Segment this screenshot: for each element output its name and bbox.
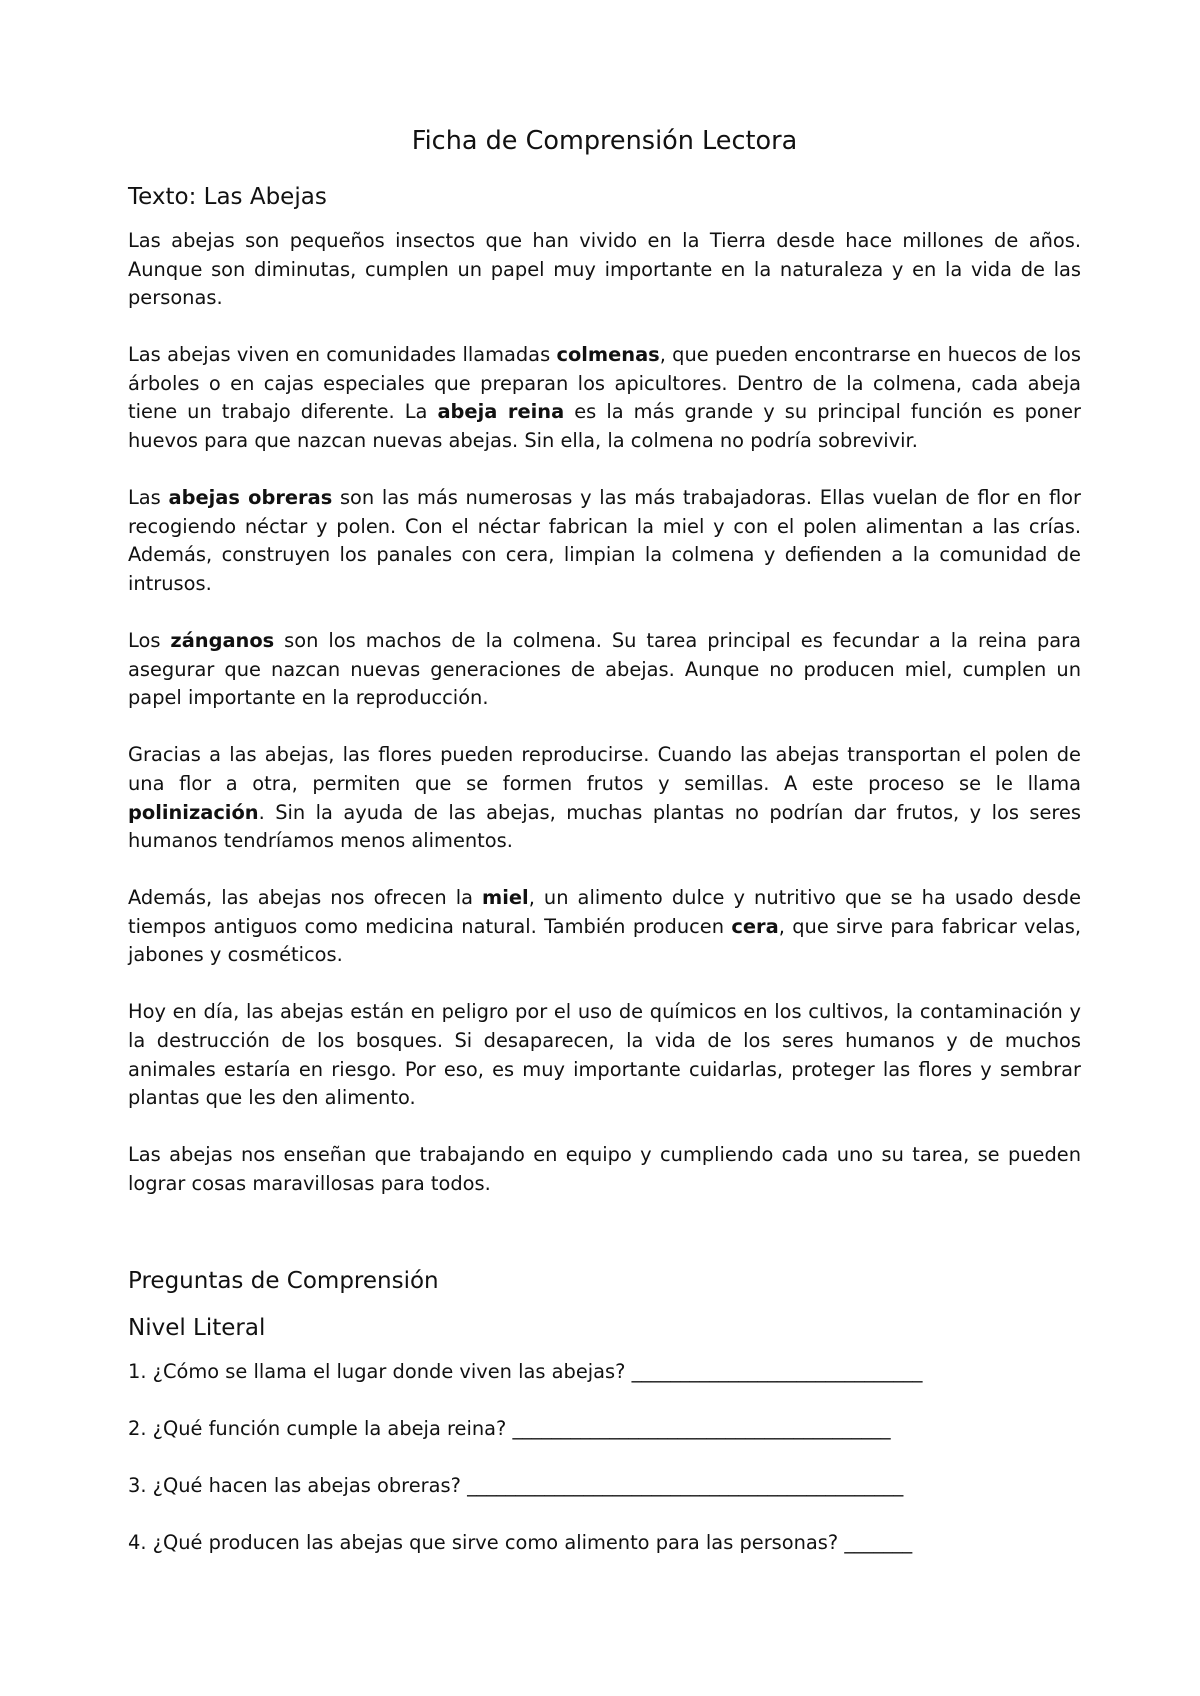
bold-term: zánganos xyxy=(170,629,275,653)
paragraph xyxy=(128,1141,1081,1198)
text-run: . Sin la ayuda de las abejas, muchas plantas no podrían dar frutos, y los seres humanos tendríamos menos alimentos. xyxy=(128,800,1081,853)
paragraph xyxy=(128,627,1081,713)
bold-term: polinización xyxy=(128,800,259,824)
paragraph xyxy=(128,741,1081,855)
question-item: 2. ¿Qué función cumple la abeja reina? _______________________________________ xyxy=(128,1417,891,1440)
level-heading: Nivel Literal xyxy=(128,1315,266,1341)
paragraph xyxy=(128,884,1081,970)
text-run: Hoy en día, las abejas están en peligro por el uso de químicos en los cultivos, la contaminación y la destrucción de los bosques. Si desaparecen, la vida de los seres humanos y de muchos animales estaría en riesgo. Por eso, es muy importante cuidarlas, proteger las flores y sembrar plantas que les den alimento. xyxy=(128,1000,1081,1110)
text-run: Las xyxy=(128,486,169,510)
questions-list xyxy=(128,1358,1081,1586)
bold-term: miel xyxy=(482,886,529,910)
text-run: Gracias a las abejas, las flores pueden reproducirse. Cuando las abejas transportan el polen de una flor a otra, permiten que se formen frutos y semillas. A este proceso se le llama xyxy=(128,743,1081,795)
bold-term: abeja reina xyxy=(437,400,565,424)
question-item: 1. ¿Cómo se llama el lugar donde viven las abejas? ______________________________ xyxy=(128,1360,923,1383)
paragraph xyxy=(128,484,1081,598)
text-run: son las más numerosas y las más trabajadoras. Ellas vuelan de flor en flor recogiendo néctar y polen. Con el néctar fabrican la miel y con el polen alimentan a las crías. Además, construyen los panales con cera, limpian la colmena y defienden a la comunidad de intrusos. xyxy=(128,486,1082,595)
text-run: es la más grande y su principal función es poner huevos para que nazcan nuevas abejas. Sin ella, la colmena no podría sobrevivir. xyxy=(128,400,1081,453)
text-run: , que pueden encontrarse en huecos de los árboles o en cajas especiales que preparan los apicultores. Dentro de la colmena, cada abeja tiene un trabajo diferente. La xyxy=(128,343,1081,424)
text-run: , un alimento dulce y nutritivo que se ha usado desde tiempos antiguos como medicina natural. También producen xyxy=(128,886,1081,938)
worksheet-title: Ficha de Comprensión Lectora xyxy=(411,126,798,156)
text-run: Además, las abejas nos ofrecen la xyxy=(128,886,483,910)
questions-heading: Preguntas de Comprensión xyxy=(128,1268,439,1294)
text-run: Las abejas nos enseñan que trabajando en equipo y cumpliendo cada uno su tarea, se pueden lograr cosas maravillosas para todos. xyxy=(128,1143,1081,1195)
paragraph xyxy=(128,227,1081,313)
paragraph xyxy=(128,341,1081,455)
text-run: Las abejas son pequeños insectos que han vivido en la Tierra desde hace millones de años. Aunque son diminutas, cumplen un papel muy importante en la naturaleza y en la vida de las personas. xyxy=(128,229,1081,310)
text-run: Los xyxy=(128,629,171,653)
text-run: , que sirve para fabricar velas, jabones y cosméticos. xyxy=(128,914,1081,967)
question-item: 3. ¿Qué hacen las abejas obreras? _____________________________________________ xyxy=(128,1474,904,1497)
question-item: 4. ¿Qué producen las abejas que sirve como alimento para las personas? _______ xyxy=(128,1531,913,1554)
reading-text xyxy=(128,227,1081,1227)
bold-term: colmenas xyxy=(556,343,660,367)
bold-term: cera xyxy=(731,914,779,938)
text-subtitle: Texto: Las Abejas xyxy=(128,184,327,210)
text-run: son los machos de la colmena. Su tarea principal es fecundar a la reina para asegurar que nazcan nuevas generaciones de abejas. Aunque no producen miel, cumplen un papel importante en la reproducción. xyxy=(128,629,1082,710)
text-run: Las abejas viven en comunidades llamadas xyxy=(128,343,557,367)
paragraph xyxy=(128,998,1081,1112)
bold-term: abejas obreras xyxy=(168,486,333,510)
